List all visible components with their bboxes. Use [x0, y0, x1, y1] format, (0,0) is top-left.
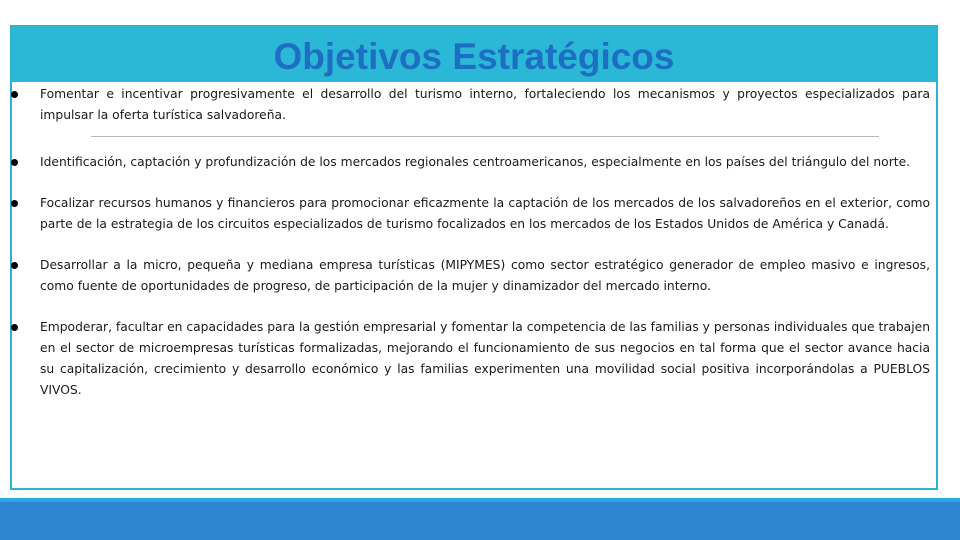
divider-line [91, 136, 879, 137]
title-band [12, 27, 936, 82]
footer-accent [0, 498, 960, 502]
objective-item [10, 255, 932, 297]
objective-text: Focalizar recursos humanos y financieros para promocionar eficazmente la captación de los mercados de los salvadoreños en el exterior, como parte de la estrategia de los circuitos especializados de turismo focalizados en los mercados de los Estados Unidos de América y Canadá. [40, 196, 930, 231]
objective-text: Fomentar e incentivar progresivamente el desarrollo del turismo interno, fortaleciendo los mecanismos y proyectos especializados para impulsar la oferta turística salvadoreña. [40, 87, 930, 122]
objective-item [10, 84, 932, 126]
objective-item [10, 193, 932, 235]
slide-title: Objetivos Estratégicos [273, 36, 675, 77]
objective-text: Desarrollar a la micro, pequeña y mediana empresa turísticas (MIPYMES) como sector estratégico generador de empleo masivo e ingresos, como fuente de oportunidades de progreso, de participación de la mujer y dinamizador del mercado interno. [40, 258, 930, 293]
objective-item [10, 152, 932, 173]
objectives-list [10, 84, 932, 401]
objective-item [10, 317, 932, 401]
objective-text: Identificación, captación y profundización de los mercados regionales centroamericanos, especialmente en los países del triángulo del norte. [40, 155, 911, 169]
objective-text: Empoderar, facultar en capacidades para la gestión empresarial y fomentar la competencia de las familias y personas individuales que trabajen en el sector de microempresas turísticas formalizadas, mejorando el funcionamiento de sus negocios en tal forma que el sector avance hacia su capitalización, crecimiento y desarrollo económico y las familias experimenten una movilidad social positiva incorporándolas a PUEBLOS VIVOS. [40, 320, 930, 397]
bullet-icon [11, 91, 18, 98]
bullet-icon [11, 159, 18, 166]
footer-band [0, 498, 960, 540]
bullet-icon [11, 262, 18, 269]
bullet-icon [11, 200, 18, 207]
bullet-icon [11, 324, 18, 331]
